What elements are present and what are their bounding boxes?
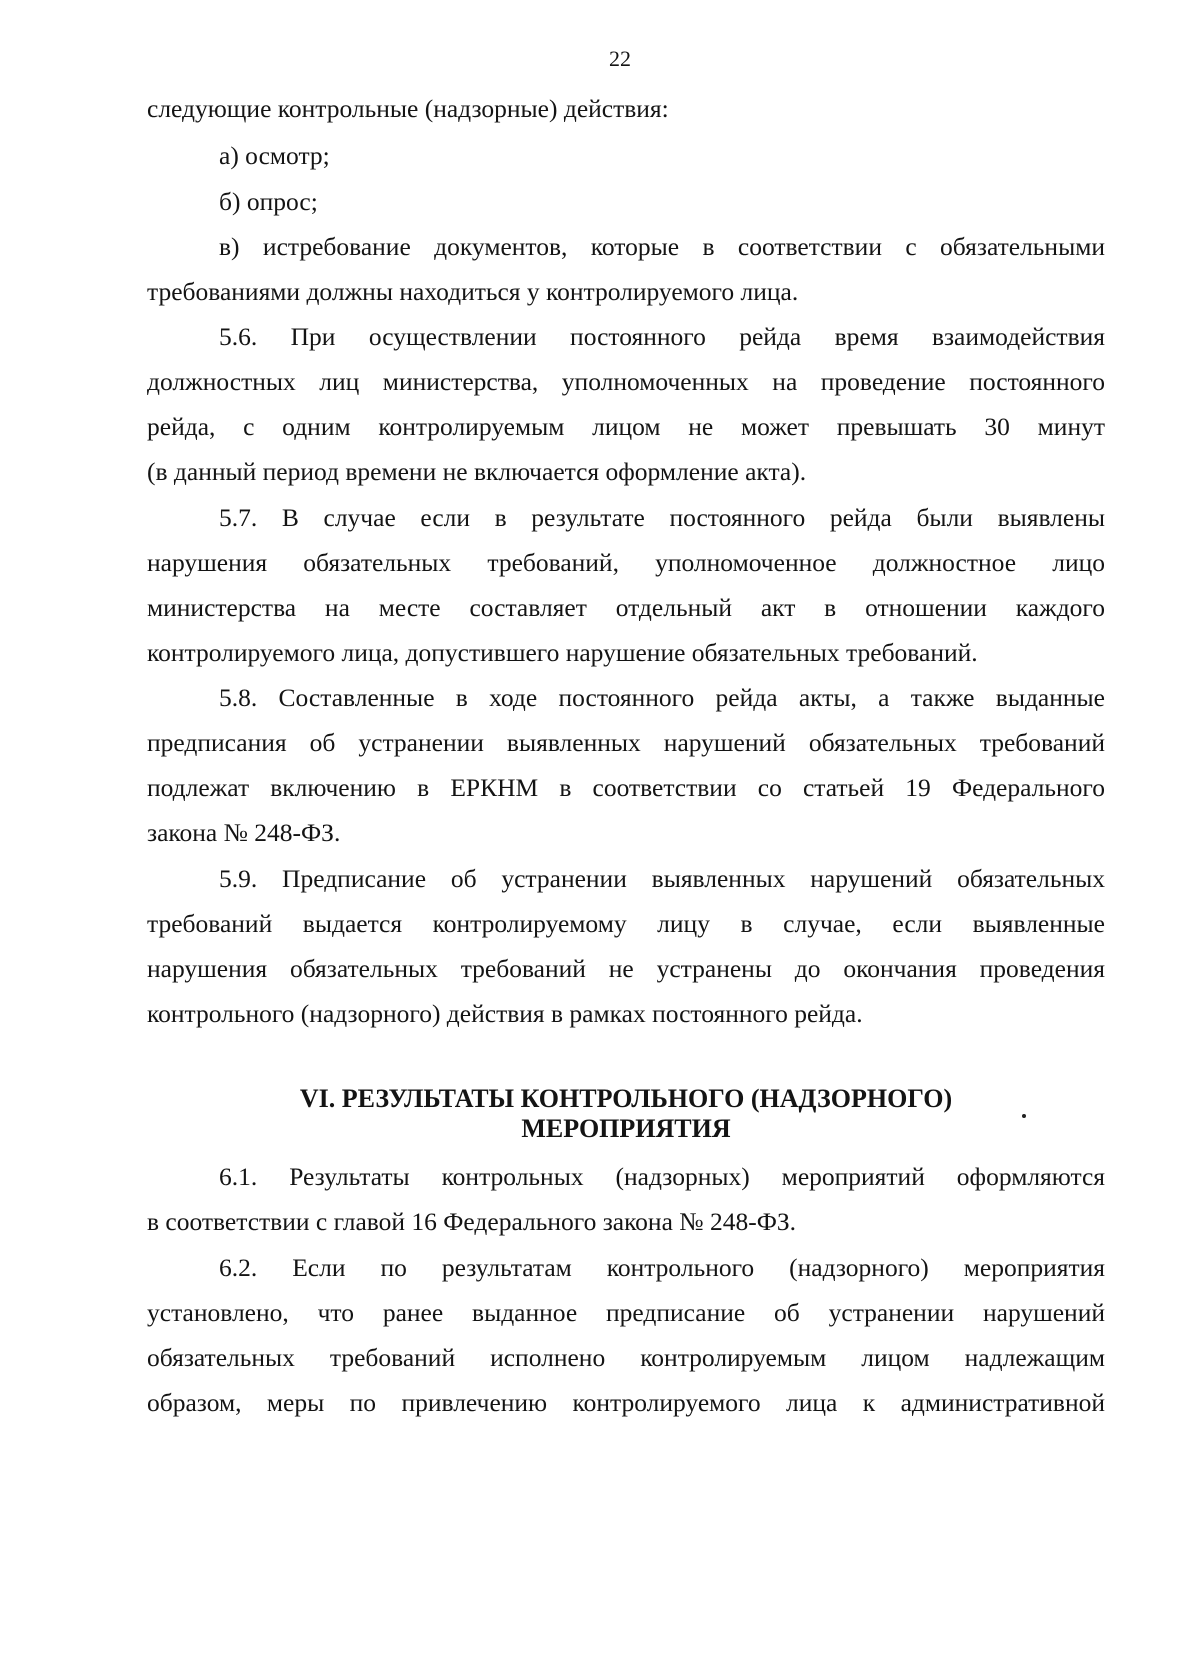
text-line: образом, меры по привлечению контролируемого лица к административной xyxy=(147,1388,1105,1417)
text-line: а) осмотр; xyxy=(219,141,330,170)
text-line: 5.7. В случае если в результате постоянного рейда были выявлены xyxy=(219,503,1105,532)
text-line: нарушения обязательных требований, уполномоченное должностное лицо xyxy=(147,548,1105,577)
text-line: в соответствии с главой 16 Федерального закона № 248-ФЗ. xyxy=(147,1207,797,1236)
text-line: требований выдается контролируемому лицу в случае, если выявленные xyxy=(147,909,1105,938)
text-line: (в данный период времени не включается оформление акта). xyxy=(147,457,807,486)
text-line: закона № 248-ФЗ. xyxy=(147,818,341,847)
text-line: предписания об устранении выявленных нарушений обязательных требований xyxy=(147,728,1105,757)
text-line: 6.2. Если по результатам контрольного (надзорного) мероприятия xyxy=(219,1253,1105,1282)
text-line: установлено, что ранее выданное предписание об устранении нарушений xyxy=(147,1298,1105,1327)
text-line: 5.9. Предписание об устранении выявленных нарушений обязательных xyxy=(219,864,1105,893)
text-line: в) истребование документов, которые в соответствии с обязательными xyxy=(219,232,1105,261)
page-number: 22 xyxy=(609,46,631,71)
text-line: министерства на месте составляет отдельный акт в отношении каждого xyxy=(147,593,1105,622)
text-line: 5.6. При осуществлении постоянного рейда время взаимодействия xyxy=(219,322,1105,351)
text-line: 5.8. Составленные в ходе постоянного рейда акты, а также выданные xyxy=(219,683,1105,712)
text-line: должностных лиц министерства, уполномоченных на проведение постоянного xyxy=(147,367,1105,396)
text-line: контролируемого лица, допустившего нарушение обязательных требований. xyxy=(147,638,978,667)
text-line: требованиями должны находиться у контролируемого лица. xyxy=(147,277,799,306)
text-line: следующие контрольные (надзорные) действия: xyxy=(147,94,669,123)
section-heading: VI. РЕЗУЛЬТАТЫ КОНТРОЛЬНОГО (НАДЗОРНОГО) xyxy=(299,1084,953,1113)
text-line: контрольного (надзорного) действия в рамках постоянного рейда. xyxy=(147,999,863,1028)
text-line: подлежат включению в ЕРКНМ в соответствии со статьей 19 Федерального xyxy=(147,773,1105,802)
section-heading: МЕРОПРИЯТИЯ xyxy=(521,1114,731,1143)
text-line: 6.1. Результаты контрольных (надзорных) мероприятий оформляются xyxy=(219,1162,1105,1191)
text-line: нарушения обязательных требований не устранены до окончания проведения xyxy=(147,954,1105,983)
text-line: обязательных требований исполнено контролируемым лицом надлежащим xyxy=(147,1343,1105,1372)
text-line: б) опрос; xyxy=(219,187,318,216)
text-line: рейда, с одним контролируемым лицом не может превышать 30 минут xyxy=(147,412,1105,441)
